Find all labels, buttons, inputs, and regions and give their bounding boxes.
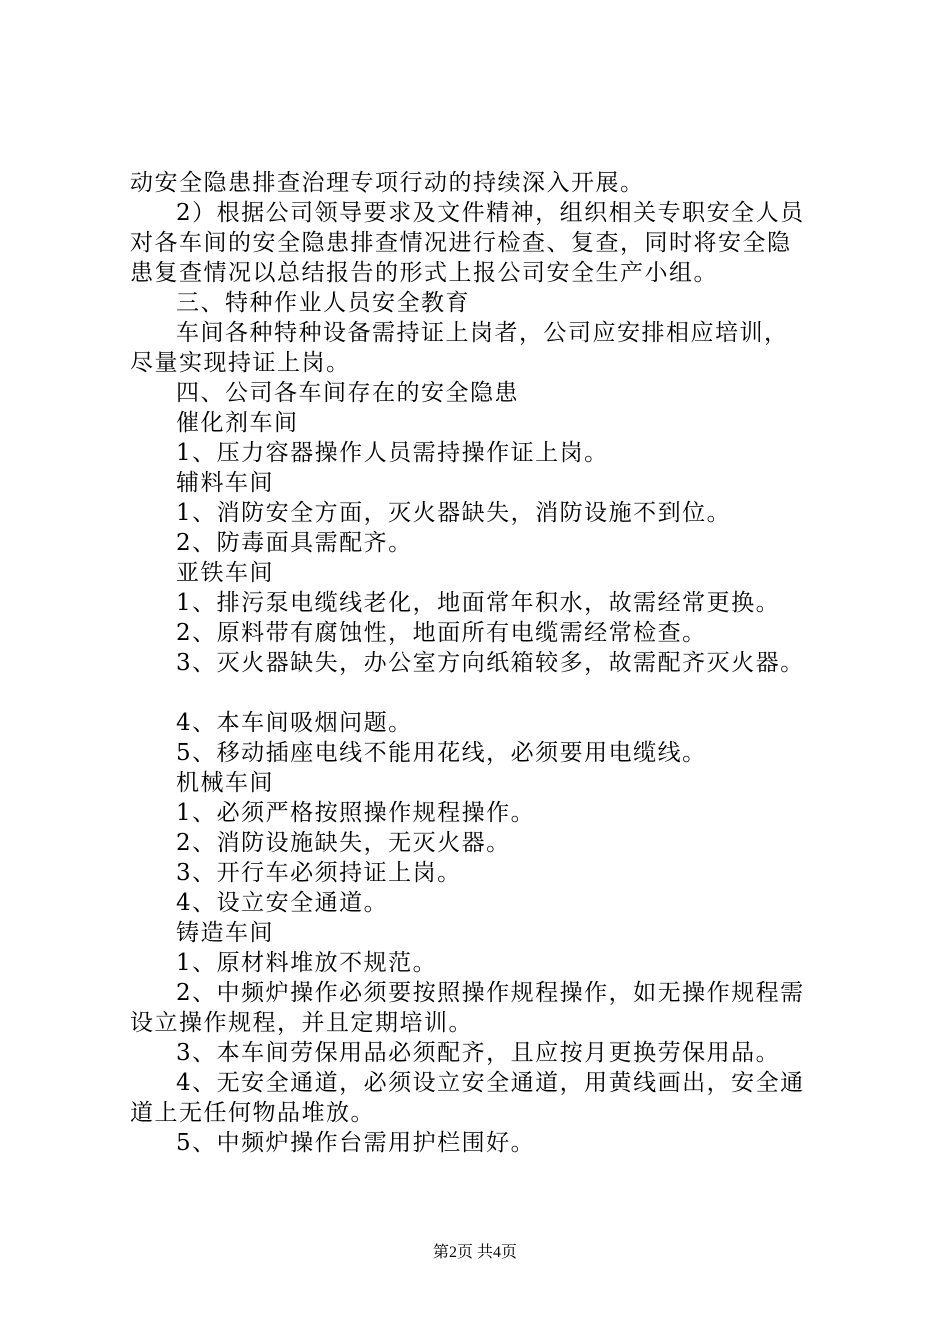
text-line: 患复查情况以总结报告的形式上报公司安全生产小组。 bbox=[130, 260, 718, 286]
text-line: 5、中频炉操作台需用护栏围好。 bbox=[176, 1130, 536, 1156]
text-line: 2、消防设施缺失，无灭火器。 bbox=[176, 830, 511, 856]
blank-line bbox=[130, 678, 830, 708]
text-line: 2、中频炉操作必须要按照操作规程操作，如无操作规程需 bbox=[176, 980, 805, 1006]
text-line: 1、压力容器操作人员需持操作证上岗。 bbox=[176, 440, 609, 466]
text-line: 铸造车间 bbox=[176, 920, 274, 946]
text-line: 2、防毒面具需配齐。 bbox=[176, 530, 413, 556]
text-line: 4、本车间吸烟问题。 bbox=[176, 710, 413, 736]
text-line: 四、公司各车间存在的安全隐患 bbox=[176, 380, 519, 406]
text-line: 3、开行车必须持证上岗。 bbox=[176, 860, 462, 886]
text-line: 车间各种特种设备需持证上岗者，公司应安排相应培训， bbox=[176, 320, 789, 346]
text-line: 催化剂车间 bbox=[176, 410, 299, 436]
text-line: 亚铁车间 bbox=[176, 560, 274, 586]
text-line: 动安全隐患排查治理专项行动的持续深入开展。 bbox=[130, 170, 645, 196]
text-line: 辅料车间 bbox=[176, 470, 274, 496]
text-line: 1、排污泵电缆线老化，地面常年积水，故需经常更换。 bbox=[176, 590, 781, 616]
text-line: 3、本车间劳保用品必须配齐，且应按月更换劳保用品。 bbox=[176, 1040, 781, 1066]
text-line: 4、设立安全通道。 bbox=[176, 890, 389, 916]
text-line: 1、原材料堆放不规范。 bbox=[176, 950, 438, 976]
page-footer: 第2页 共4页 bbox=[432, 1244, 517, 1261]
text-line: 三、特种作业人员安全教育 bbox=[176, 290, 470, 316]
text-line: 5、移动插座电线不能用花线，必须要用电缆线。 bbox=[176, 740, 707, 766]
text-line: 3、灭火器缺失，办公室方向纸箱较多，故需配齐灭火器。 bbox=[176, 650, 805, 676]
text-line: 道上无任何物品堆放。 bbox=[130, 1100, 375, 1126]
text-line: 尽量实现持证上岗。 bbox=[130, 350, 351, 376]
text-line: 机械车间 bbox=[176, 770, 274, 796]
document-body bbox=[130, 168, 830, 1158]
text-line: 2、原料带有腐蚀性，地面所有电缆需经常检查。 bbox=[176, 620, 707, 646]
text-line: 2）根据公司领导要求及文件精神，组织相关专职安全人员 bbox=[176, 200, 805, 226]
text-line: 对各车间的安全隐患排查情况进行检查、复查，同时将安全隐 bbox=[130, 230, 792, 256]
text-line: 设立操作规程，并且定期培训。 bbox=[130, 1010, 473, 1036]
text-line: 1、必须严格按照操作规程操作。 bbox=[176, 800, 536, 826]
text-line: 4、无安全通道，必须设立安全通道，用黄线画出，安全通 bbox=[176, 1070, 805, 1096]
text-line: 1、消防安全方面，灭火器缺失，消防设施不到位。 bbox=[176, 500, 732, 526]
